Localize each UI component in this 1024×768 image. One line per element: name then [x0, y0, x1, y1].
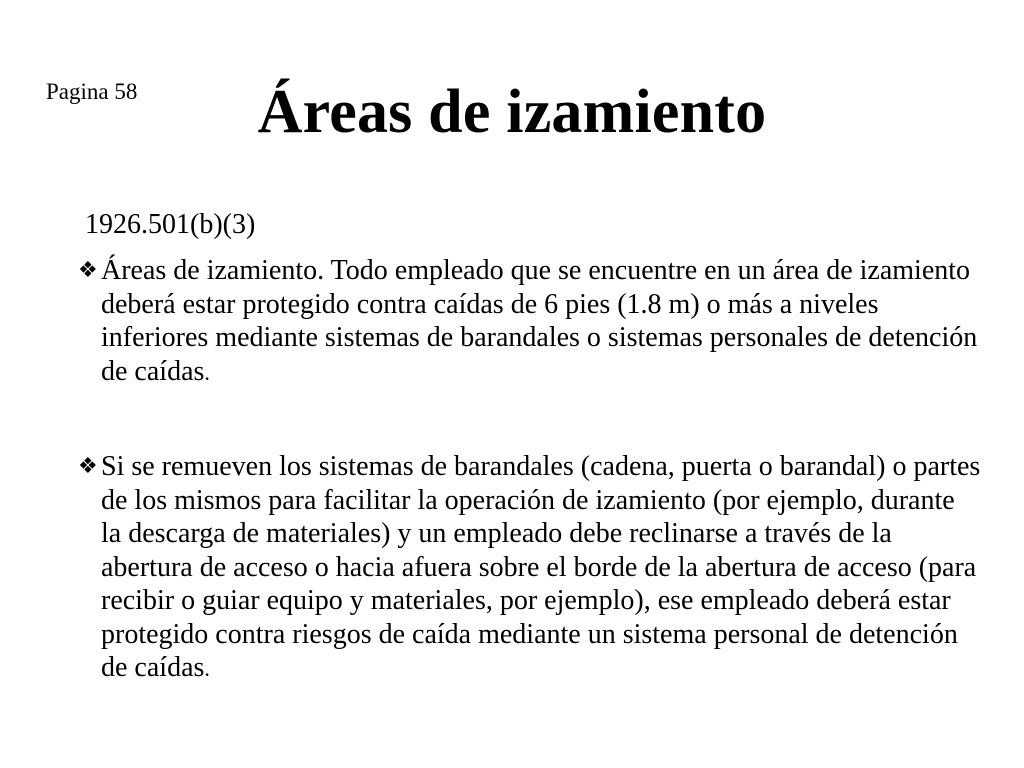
bullet-text: Si se remueven los sistemas de barandales (cadena, puerta o barandal) o partes de los mismos para facilitar la operación de izamiento (por ejemplo, durante la descarga de materiales) y un empleado debe reclinarse a través de la abertura de acceso o hacia afuera sobre el borde de la abertura de acceso (para recibir o guiar equipo y materiales, por ejemplo), ese empleado deberá estar protegido contra riesgos de caída mediante un sistema personal de detención de caídas [101, 451, 981, 683]
page-label: Pagina 58 [46, 79, 138, 104]
bullet-text: Áreas de izamiento. Todo empleado que se encuentre en un área de izamiento deberá estar protegido contra caídas de 6 pies (1.8 m) o más a niveles inferiores mediante sistemas de barandales o sistemas personales de detención de caídas [101, 255, 978, 387]
bullet-end: . [204, 359, 210, 385]
bullet-end: . [204, 656, 210, 681]
bullet-item-hoist-areas [78, 254, 981, 389]
diamond-bullet-icon: ❖ [78, 454, 98, 479]
slide-title: Áreas de izamiento [257, 78, 767, 146]
diamond-bullet-icon: ❖ [78, 258, 98, 283]
regulation-code: 1926.501(b)(3) [85, 209, 256, 240]
bullet-item-guardrail-removal [78, 450, 981, 686]
